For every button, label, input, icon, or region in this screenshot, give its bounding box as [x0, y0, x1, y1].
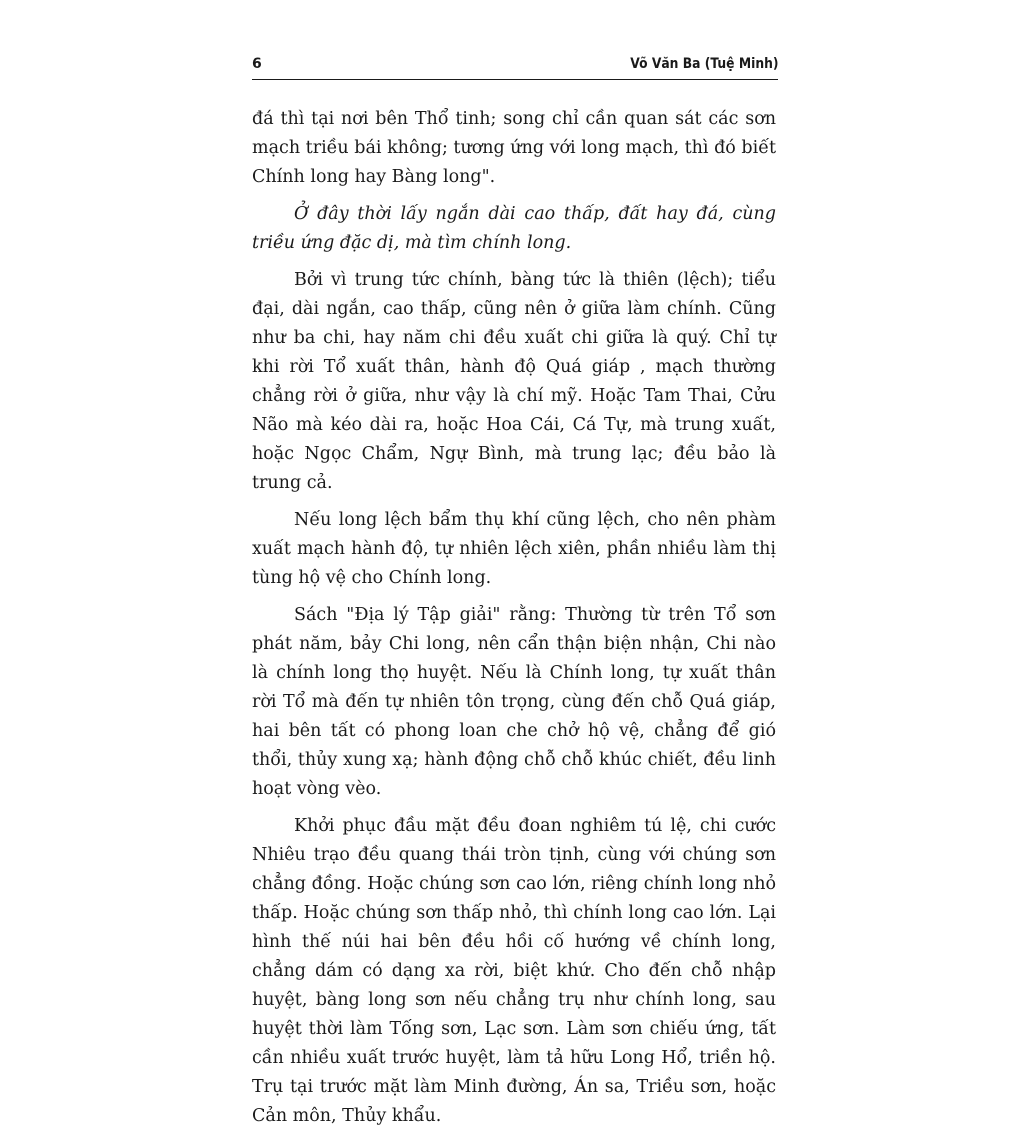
paragraph: đá thì tại nơi bên Thổ tinh; song chỉ cần quan sát các sơn mạch triều bái không; tương ứng với long mạch, thì đó biết Chính long hay Bàng long".	[252, 109, 776, 187]
paragraph: Bởi vì trung tức chính, bàng tức là thiên (lệch); tiểu đại, dài ngắn, cao thấp, cũng nên ở giữa làm chính. Cũng như ba chi, hay năm chi đều xuất chi giữa là quý. Chỉ tự khi rời Tổ xuất thân, hành độ Quá giáp , mạch thường chẳng rời ở giữa, như vậy là chí mỹ. Hoặc Tam Thai, Cửu Não mà kéo dài ra, hoặc Hoa Cái, Cá Tự, mà trung xuất, hoặc Ngọc Chẩm, Ngự Bình, mà trung lạc; đều bảo là trung cả.	[252, 270, 776, 493]
paragraph: Khởi phục đầu mặt đều đoan nghiêm tú lệ, chi cước Nhiêu trạo đều quang thái tròn tịnh, cùng với chúng sơn chẳng đồng. Hoặc chúng sơn cao lớn, riêng chính long nhỏ thấp. Hoặc chúng sơn thấp nhỏ, thì chính long cao lớn. Lại hình thế núi hai bên đều hồi cố hướng về chính long, chẳng dám có dạng xa rời, biệt khứ. Cho đến chỗ nhập huyệt, bàng long sơn nếu chẳng trụ như chính long, sau huyệt thời làm Tống sơn, Lạc sơn. Làm sơn chiếu ứng, tất cần nhiều xuất trước huyệt, làm tả hữu Long Hổ, triền hộ. Trụ tại trước mặt làm Minh đường, Án sa, Triều sơn, hoặc Cản môn, Thủy khẩu.	[252, 816, 776, 1126]
page-number: 6	[252, 56, 262, 72]
paragraph: Nếu long lệch bẩm thụ khí cũng lệch, cho nên phàm xuất mạch hành độ, tự nhiên lệch xiên, phần nhiều làm thị tùng hộ vệ cho Chính long.	[252, 510, 776, 588]
paragraph: Sách "Địa lý Tập giải" rằng: Thường từ trên Tổ sơn phát năm, bảy Chi long, nên cẩn thận biện nhận, Chi nào là chính long thọ huyệt. Nếu là Chính long, tự xuất thân rời Tổ mà đến tự nhiên tôn trọng, cùng đến chỗ Quá giáp, hai bên tất có phong loan che chở hộ vệ, chẳng để gió thổi, thủy xung xạ; hành động chỗ chỗ khúc chiết, đều linh hoạt vòng vèo.	[252, 605, 776, 799]
page-body	[252, 105, 776, 1139]
italic-paragraph: Ở đây thời lấy ngắn dài cao thấp, đất hay đá, cùng triều ứng đặc dị, mà tìm chính long.	[252, 204, 776, 253]
header-rule	[252, 79, 778, 80]
running-title: Võ Văn Ba (Tuệ Minh)	[629, 56, 778, 72]
page-header	[252, 52, 778, 78]
